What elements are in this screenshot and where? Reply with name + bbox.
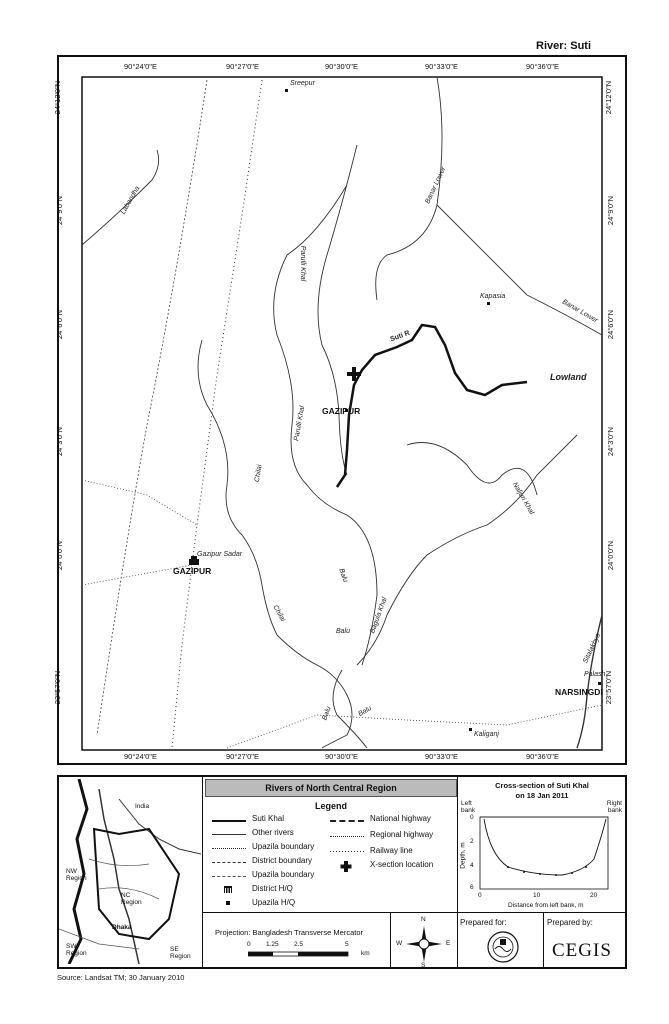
legend-item-upazila-hq [212,898,295,907]
scale-label-2: 2.5 [294,941,304,948]
lon-tick-top-4: 90°33'0"E [425,62,458,71]
scale-label-1: 1.25 [266,941,279,948]
legend-item-other-rivers [212,828,294,837]
lat-tick-right-5: 24°0'0"N [606,540,616,571]
legend-label: Upazila boundary [252,842,315,851]
lon-tick-top-5: 90°36'0"E [526,62,559,71]
place-gazipur-upazila: GAZIPUR [322,406,361,416]
prepared-for-label: Prepared for: [460,918,507,927]
river-label-bagula: Bagula Khal [369,596,389,635]
legend-item-suti-khal [212,814,284,823]
legend-label: Other rivers [252,828,294,837]
inset-label-nw: NW Region [66,868,87,882]
river-label-parulli-1: Parulli Khal [299,245,307,282]
river-suti-khal [337,325,527,487]
lon-tick-bottom-4: 90°33'0"E [425,752,458,761]
legend-label: Suti Khal [252,814,285,823]
river-label-chilai-2: Chilai [271,604,287,623]
river-label-balu-3: Balu [321,705,333,722]
river-label-labandha: Labandha [119,185,142,216]
cegis-logo: CEGIS [552,940,612,961]
right-bank-label: Right bank [606,800,622,814]
lon-tick-bottom-3: 90°30'0"E [325,752,358,761]
railway-line [172,80,262,748]
cross-title-line1: Cross-section of Suti Khal [495,781,589,790]
legend-item-railway [330,846,413,855]
place-kapasia: Kapasia [480,293,506,300]
page-title: River: Suti [536,40,592,52]
river-bagula [357,435,577,665]
river-label-banar-lower-2: Banar Lower [560,298,599,325]
boundary-symbol [212,862,246,863]
scale-label-3: 5 [345,941,349,948]
x-tick-0: 0 [478,892,482,899]
river-parulli [274,185,377,665]
compass-w: W [396,940,403,947]
lat-tick-right-4: 24°3'0"N [606,426,616,457]
x-section-location-icon [347,367,361,381]
river-label-sitalakhya: Sitalakhya [582,632,603,665]
river-label-nalijuri: Naljuri Khal [510,481,535,516]
lon-tick-top-1: 90°24'0"E [124,62,157,71]
river-labandha [82,150,159,245]
upazila-hq-kapasia [487,302,490,305]
river-label-suti: Suti R [389,329,411,344]
legend-item-national-highway [330,814,431,823]
boundary-symbol [212,876,246,877]
upazila-hq-kaliganj [469,728,472,731]
lat-tick-left-1: 24°12'0"N [53,80,63,115]
lon-tick-bottom-1: 90°24'0"E [124,752,157,761]
panel-divider-h [202,912,625,913]
place-sreepur: Sreepur [290,80,315,87]
x-tick-10: 10 [533,892,541,899]
legend-item-upazila-boundary-2 [212,870,314,879]
river-label-balu-4: Balu [357,704,373,719]
lon-tick-top-3: 90°30'0"E [325,62,358,71]
lat-tick-left-5: 24°0'0"N [55,540,65,571]
cross-title-line2: on 18 Jan 2011 [515,791,569,800]
highway-symbol [330,836,364,837]
place-palash: Palash [584,671,606,678]
upazila-hq-sreepur [285,89,288,92]
inset-label-sw: SW Region [66,943,87,957]
y-axis-label: Depth, m [459,842,467,869]
lat-tick-left-4: 24°3'0"N [55,426,65,457]
inset-label-nc: NC Region [121,892,142,906]
building-icon [212,885,246,893]
scale-unit: km [361,950,370,957]
river-parulli-east [318,145,357,475]
scale-bar [248,950,358,960]
upazila-boundary-line [97,80,207,735]
lat-tick-left-6: 23°57'0"N [53,670,63,705]
left-bank-label: Left bank [461,800,476,814]
river-label-chilai-1: Chilai [253,464,264,483]
legend-label: Railway line [370,846,413,855]
lat-tick-right-2: 24°9'0"N [606,195,616,226]
river-label-balu-2: Balu [336,628,351,635]
legend-item-x-section [330,860,433,869]
boundary-symbol [212,848,246,849]
lon-tick-bottom-5: 90°36'0"E [526,752,559,761]
panel-divider-3 [390,912,391,967]
legend-label: Upazila boundary [252,870,315,879]
upazila-hq-palash [598,682,601,685]
compass-n: N [421,916,426,923]
legend-label: District boundary [252,856,313,865]
legend-label: Regional highway [370,830,434,839]
legend-label: District H/Q [252,884,293,893]
legend-label: Upazila H/Q [252,898,296,907]
lon-tick-top-2: 90°27'0"E [226,62,259,71]
railway-symbol [330,847,364,855]
place-kaliganj: Kaliganj [474,731,499,738]
y-tick-2: 2 [470,838,474,845]
highway-symbol [330,820,364,822]
river-label-balu-1: Balu [337,567,349,584]
district-boundary [82,480,197,525]
legend-title: Rivers of North Central Region [205,779,457,797]
place-gazipur-district: GAZIPUR [173,566,212,576]
compass-rose-icon [404,924,444,964]
lat-tick-right-3: 24°6'0"N [606,309,616,340]
lat-tick-left-2: 24°9'0"N [55,195,65,226]
cross-icon [330,861,364,869]
x-tick-20: 20 [590,892,598,899]
projection-text: Projection: Bangladesh Transverse Mercator [215,928,363,937]
legend-item-regional-highway [330,830,433,839]
lat-tick-left-3: 24°6'0"N [55,309,65,340]
lon-tick-bottom-2: 90°27'0"E [226,752,259,761]
panel-divider-4 [543,912,544,967]
lat-tick-right-6: 23°57'0"N [604,670,614,705]
legend-label: National highway [370,814,431,823]
inset-label-india: India [135,803,150,810]
legend-heading: Legend [314,801,347,811]
legend-label: X-section location [370,860,434,869]
place-gazipur-sadar: Gazipur Sadar [197,551,243,558]
panel-divider-1 [202,777,203,967]
legend-item-upazila-boundary [212,842,314,851]
cross-section-profile [484,819,606,875]
y-tick-0: 0 [470,814,474,821]
place-narsingdi: NARSINGDI [555,687,603,697]
legend-item-district-boundary [212,856,312,865]
cross-section-chart [474,815,614,895]
inset-label-dhaka: Dhaka [112,924,132,931]
regional-highway [227,705,602,748]
y-tick-4: 4 [470,862,474,869]
river-symbol [212,834,246,835]
suti-khal-symbol [212,820,246,822]
prepared-by-label: Prepared by: [547,918,593,927]
compass-e: E [446,940,451,947]
lat-tick-right-1: 24°12'0"N [604,80,614,115]
river-banar-lower [437,205,602,335]
place-lowland: Lowland [550,372,587,382]
legend-item-district-hq [212,884,293,893]
river-label-banar-lower-1: Banar Lower [424,166,448,205]
panel-divider-2 [457,777,458,967]
source-note: Source: Landsat TM; 30 January 2010 [57,973,185,982]
river-label-parulli-2: Parulli Khal [293,405,307,442]
scale-label-0: 0 [247,941,251,948]
compass-s: S [421,962,426,969]
cross-section-title [460,781,624,801]
bwdb-seal-icon [486,930,520,964]
inset-label-se: SE Region [170,946,191,960]
y-tick-6: 6 [470,884,474,891]
x-axis-label: Distance from left bank, m [508,902,584,909]
river-chilai [198,340,352,748]
square-icon [212,899,246,907]
